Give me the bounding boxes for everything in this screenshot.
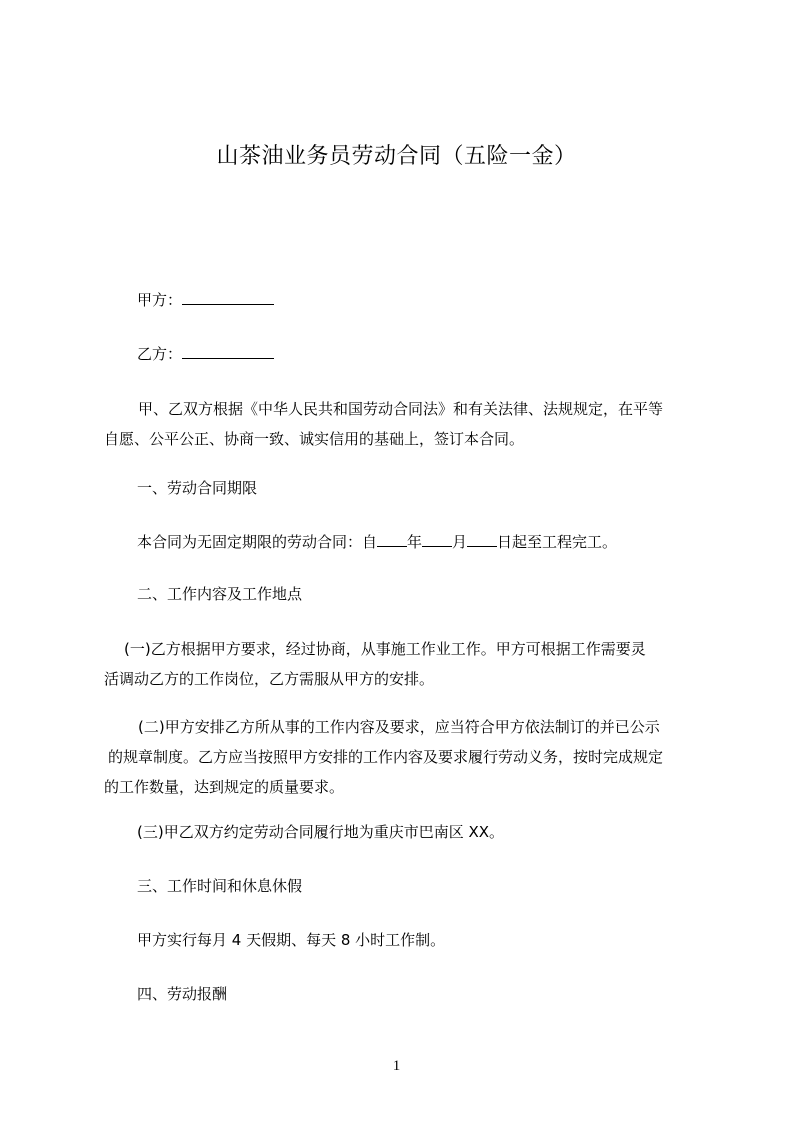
- intro-line-2: 自愿、公平公正、协商一致、诚实信用的基础上，签订本合同。: [104, 430, 525, 448]
- section-3-heading: 三、工作时间和休息休假: [137, 877, 303, 895]
- section-2-item-2: [104, 712, 700, 802]
- section-2-item-1: [104, 634, 700, 694]
- section-4-heading: 四、劳动报酬: [137, 985, 228, 1003]
- section-2-item-2-line-1: (二)甲方安排乙方所从事的工作内容及要求，应当符合甲方依法制订的并已公示: [138, 718, 660, 736]
- start-day-blank: [467, 532, 497, 547]
- section-1-text: [137, 532, 617, 552]
- section-2-item-1-line-2: 活调动乙方的工作岗位，乙方需服从甲方的安排。: [104, 670, 435, 688]
- party-b-blank: [182, 344, 274, 359]
- section-2-item-3: (三)甲乙双方约定劳动合同履行地为重庆市巴南区 XX。: [137, 823, 505, 841]
- section-2-item-2-line-2: 的规章制度。乙方应当按照甲方安排的工作内容及要求履行劳动义务，按时完成规定: [108, 748, 664, 766]
- start-year-blank: [377, 532, 407, 547]
- page-number: 1: [392, 1058, 401, 1074]
- party-a-line: [137, 290, 274, 310]
- section-2-item-2-line-3: 的工作数量，达到规定的质量要求。: [104, 778, 345, 796]
- term-text-start: 本合同为无固定期限的劳动合同：自: [137, 533, 378, 551]
- section-2-item-1-line-1: (一)乙方根据甲方要求，经过协商，从事施工作业工作。甲方可根据工作需要灵: [124, 640, 646, 658]
- intro-line-1: 甲、乙双方根据《中华人民共和国劳动合同法》和有关法律、法规规定，在平等: [138, 400, 664, 418]
- year-label: 年: [407, 533, 423, 551]
- section-3-text: 甲方实行每月 4 天假期、每天 8 小时工作制。: [137, 931, 446, 949]
- party-b-line: [137, 344, 274, 364]
- party-b-label: 乙方：: [137, 345, 183, 363]
- document-title: 山茶油业务员劳动合同（五险一金）: [216, 144, 577, 169]
- start-month-blank: [422, 532, 452, 547]
- term-text-end: 日起至工程完工。: [497, 533, 618, 551]
- section-2-heading: 二、工作内容及工作地点: [137, 585, 303, 603]
- intro-paragraph: [104, 394, 700, 454]
- month-label: 月: [452, 533, 468, 551]
- party-a-blank: [182, 290, 274, 305]
- party-a-label: 甲方：: [137, 291, 183, 309]
- section-1-heading: 一、劳动合同期限: [137, 479, 258, 497]
